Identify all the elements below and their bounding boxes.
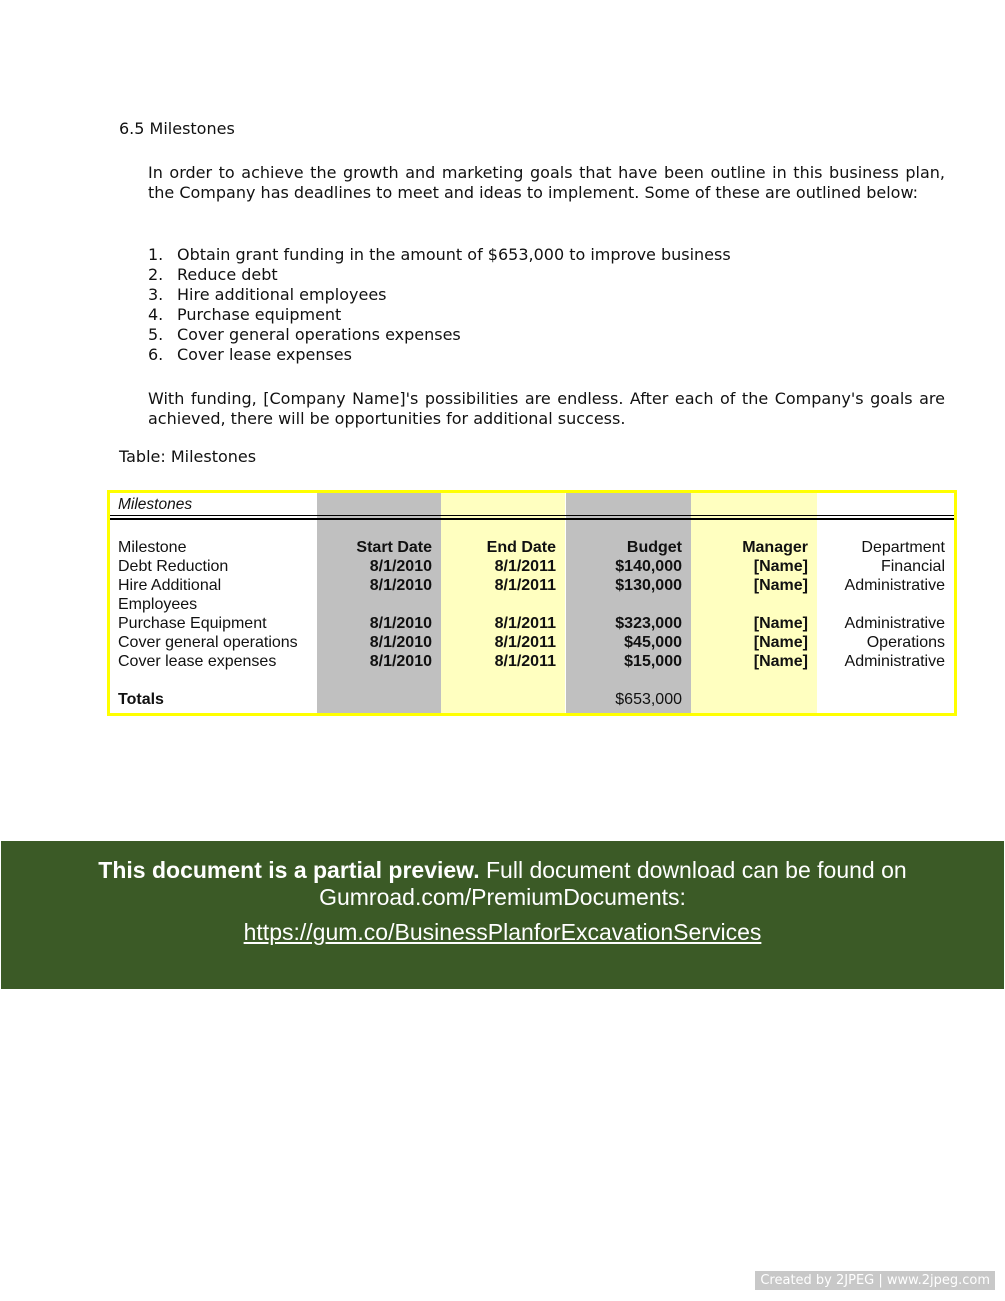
list-number: 2. (148, 265, 164, 284)
milestone-name: Cover general operations (118, 634, 298, 651)
closing-paragraph: With funding, [Company Name]'s possibilities are endless. After each of the Company's goals are achieved, there will be opportunities for additional success. (148, 389, 945, 428)
table-row (110, 653, 954, 672)
intro-paragraph: In order to achieve the growth and marketing goals that have been outline in this business plan, the Company has deadlines to meet and ideas to implement. Some of these are outlined below: (148, 163, 945, 202)
table-title: Milestones (118, 496, 193, 513)
start-date: 8/1/2010 (369, 558, 432, 575)
start-date: 8/1/2010 (369, 634, 432, 651)
end-date: 8/1/2011 (494, 577, 556, 594)
start-date: 8/1/2010 (369, 577, 432, 594)
list-item (148, 325, 731, 345)
list-item (148, 245, 731, 265)
list-text: Cover general operations expenses (177, 325, 461, 344)
manager: [Name] (753, 615, 808, 632)
list-text: Purchase equipment (177, 305, 342, 324)
department: Administrative (844, 577, 945, 594)
manager: [Name] (753, 653, 808, 670)
milestone-name: Cover lease expenses (118, 653, 277, 670)
download-link[interactable]: https://gum.co/BusinessPlanforExcavationServices (243, 919, 762, 945)
table-row (110, 558, 954, 577)
table-row (110, 634, 954, 653)
start-date: 8/1/2010 (369, 615, 432, 632)
totals-budget: $653,000 (615, 691, 682, 708)
budget: $323,000 (615, 615, 682, 632)
header-divider (110, 515, 954, 516)
department: Administrative (844, 653, 945, 670)
list-number: 6. (148, 345, 164, 364)
preview-banner (1, 841, 1004, 989)
budget: $45,000 (624, 634, 682, 651)
list-item (148, 305, 731, 325)
header-divider (110, 518, 954, 520)
list-text: Hire additional employees (177, 285, 387, 304)
header-end-date: End Date (486, 539, 556, 556)
banner-text: Full document download can be found on Gumroad.com/PremiumDocuments: (319, 857, 907, 910)
list-text: Reduce debt (177, 265, 278, 284)
totals-row (110, 691, 954, 710)
list-number: 3. (148, 285, 164, 304)
list-number: 4. (148, 305, 164, 324)
banner-bold-text: This document is a partial preview. (98, 857, 480, 883)
budget: $15,000 (624, 653, 682, 670)
manager: [Name] (753, 634, 808, 651)
header-department: Department (861, 539, 945, 556)
department: Administrative (844, 615, 945, 632)
milestones-table (107, 490, 957, 716)
milestone-name: Purchase Equipment (118, 615, 267, 632)
milestone-name: Debt Reduction (118, 558, 229, 575)
list-text: Obtain grant funding in the amount of $653,000 to improve business (177, 245, 731, 264)
manager: [Name] (753, 558, 808, 575)
goals-list (148, 245, 731, 365)
end-date: 8/1/2011 (494, 615, 556, 632)
table-row (110, 615, 954, 634)
list-number: 1. (148, 245, 164, 264)
list-item (148, 285, 731, 305)
start-date: 8/1/2010 (369, 653, 432, 670)
department: Financial (880, 558, 945, 575)
end-date: 8/1/2011 (494, 634, 556, 651)
milestone-name-continued: Employees (118, 596, 198, 613)
end-date: 8/1/2011 (494, 653, 556, 670)
watermark: Created by 2JPEG | www.2jpeg.com (755, 1271, 995, 1290)
list-number: 5. (148, 325, 164, 344)
table-caption: Table: Milestones (119, 447, 257, 466)
manager: [Name] (753, 577, 808, 594)
header-milestone: Milestone (118, 539, 187, 556)
table-header-row (110, 539, 954, 558)
department: Operations (866, 634, 945, 651)
header-start-date: Start Date (356, 539, 432, 556)
header-budget: Budget (626, 539, 682, 556)
list-item (148, 265, 731, 285)
totals-label: Totals (118, 691, 164, 708)
milestone-name: Hire Additional (118, 577, 222, 594)
table-row (110, 577, 954, 596)
header-manager: Manager (742, 539, 808, 556)
budget: $140,000 (615, 558, 682, 575)
end-date: 8/1/2011 (494, 558, 556, 575)
list-item (148, 345, 731, 365)
section-title: 6.5 Milestones (119, 119, 235, 138)
table-row-continuation (110, 596, 954, 615)
list-text: Cover lease expenses (177, 345, 352, 364)
banner-message (1, 857, 1004, 911)
budget: $130,000 (615, 577, 682, 594)
